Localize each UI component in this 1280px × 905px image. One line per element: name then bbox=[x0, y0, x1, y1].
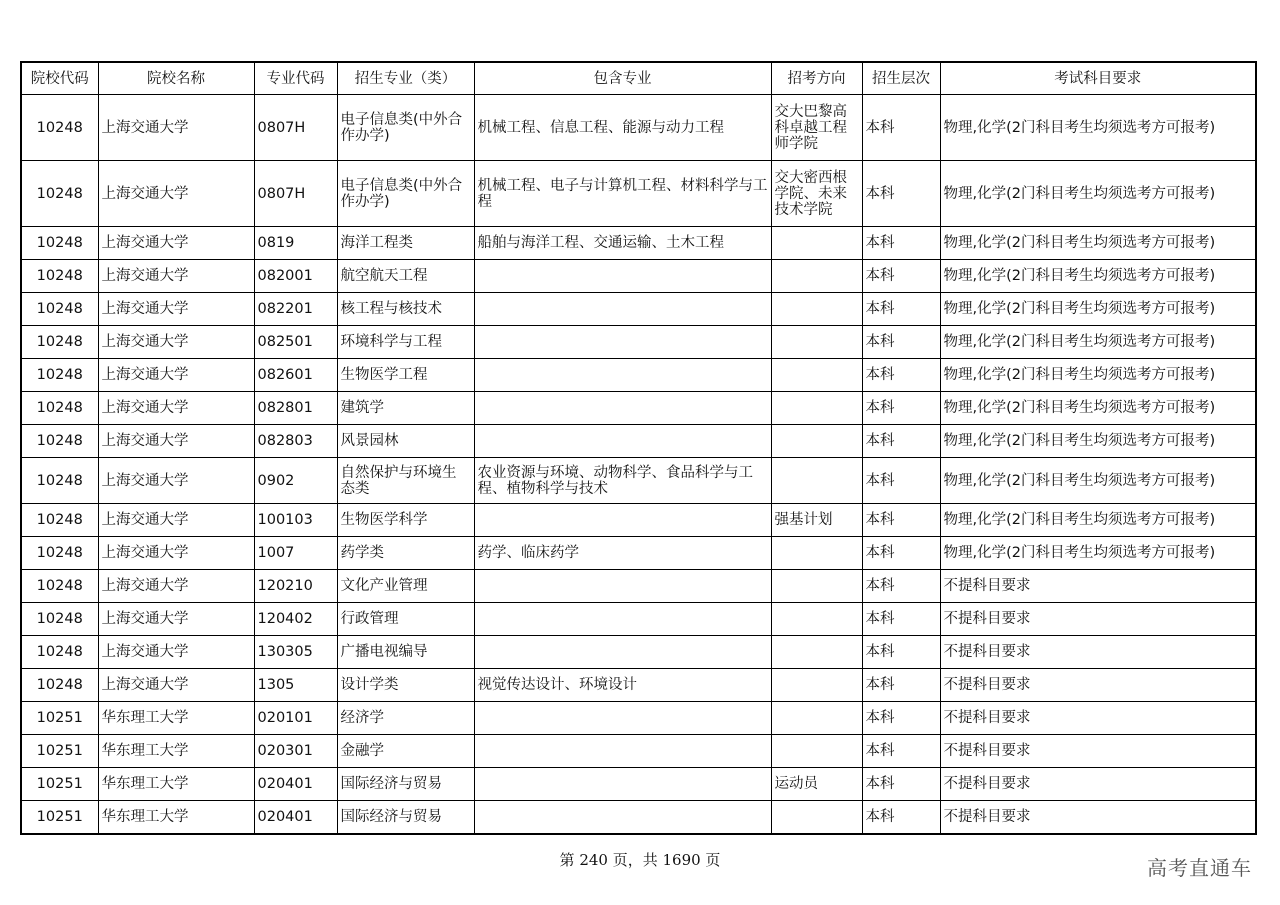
cell-major-code: 082801 bbox=[254, 392, 337, 425]
cell-direction bbox=[771, 326, 862, 359]
cell-direction bbox=[771, 359, 862, 392]
cell-school-code: 10251 bbox=[21, 702, 98, 735]
cell-requirement: 物理,化学(2门科目考生均须选考方可报考) bbox=[940, 227, 1256, 260]
cell-level: 本科 bbox=[862, 392, 940, 425]
cell-major: 航空航天工程 bbox=[337, 260, 474, 293]
cell-major: 经济学 bbox=[337, 702, 474, 735]
cell-school-name: 华东理工大学 bbox=[98, 768, 254, 801]
cell-school-code: 10248 bbox=[21, 392, 98, 425]
cell-school-code: 10248 bbox=[21, 458, 98, 504]
cell-requirement: 物理,化学(2门科目考生均须选考方可报考) bbox=[940, 425, 1256, 458]
cell-school-name: 上海交通大学 bbox=[98, 359, 254, 392]
cell-requirement: 不提科目要求 bbox=[940, 768, 1256, 801]
cell-includes bbox=[474, 603, 771, 636]
table-row bbox=[21, 359, 1256, 392]
cell-school-code: 10251 bbox=[21, 801, 98, 835]
cell-level: 本科 bbox=[862, 570, 940, 603]
cell-major: 金融学 bbox=[337, 735, 474, 768]
cell-major-code: 100103 bbox=[254, 504, 337, 537]
cell-major-code: 082201 bbox=[254, 293, 337, 326]
cell-major: 风景园林 bbox=[337, 425, 474, 458]
cell-school-name: 华东理工大学 bbox=[98, 702, 254, 735]
page-number: 第 240 页，共 1690 页 bbox=[559, 851, 721, 869]
cell-school-name: 上海交通大学 bbox=[98, 669, 254, 702]
cell-requirement: 物理,化学(2门科目考生均须选考方可报考) bbox=[940, 458, 1256, 504]
cell-major: 药学类 bbox=[337, 537, 474, 570]
cell-includes bbox=[474, 636, 771, 669]
cell-major: 建筑学 bbox=[337, 392, 474, 425]
cell-includes: 机械工程、信息工程、能源与动力工程 bbox=[474, 95, 771, 161]
header-school-code: 院校代码 bbox=[21, 62, 98, 95]
cell-level: 本科 bbox=[862, 603, 940, 636]
cell-direction bbox=[771, 801, 862, 835]
table-header-row bbox=[21, 62, 1256, 95]
cell-major: 海洋工程类 bbox=[337, 227, 474, 260]
cell-requirement: 物理,化学(2门科目考生均须选考方可报考) bbox=[940, 359, 1256, 392]
cell-school-name: 上海交通大学 bbox=[98, 260, 254, 293]
cell-requirement: 不提科目要求 bbox=[940, 570, 1256, 603]
cell-level: 本科 bbox=[862, 669, 940, 702]
cell-includes bbox=[474, 504, 771, 537]
cell-includes: 农业资源与环境、动物科学、食品科学与工程、植物科学与技术 bbox=[474, 458, 771, 504]
cell-major-code: 0819 bbox=[254, 227, 337, 260]
cell-requirement: 不提科目要求 bbox=[940, 636, 1256, 669]
cell-level: 本科 bbox=[862, 260, 940, 293]
cell-school-name: 上海交通大学 bbox=[98, 603, 254, 636]
cell-school-name: 上海交通大学 bbox=[98, 504, 254, 537]
cell-school-name: 上海交通大学 bbox=[98, 293, 254, 326]
cell-level: 本科 bbox=[862, 735, 940, 768]
cell-level: 本科 bbox=[862, 359, 940, 392]
cell-major-code: 082601 bbox=[254, 359, 337, 392]
cell-includes: 药学、临床药学 bbox=[474, 537, 771, 570]
table-row bbox=[21, 537, 1256, 570]
cell-school-code: 10248 bbox=[21, 603, 98, 636]
cell-requirement: 不提科目要求 bbox=[940, 801, 1256, 835]
cell-requirement: 物理,化学(2门科目考生均须选考方可报考) bbox=[940, 504, 1256, 537]
table-row bbox=[21, 735, 1256, 768]
cell-level: 本科 bbox=[862, 95, 940, 161]
header-major-code: 专业代码 bbox=[254, 62, 337, 95]
cell-school-code: 10248 bbox=[21, 537, 98, 570]
cell-requirement: 不提科目要求 bbox=[940, 603, 1256, 636]
cell-major-code: 1305 bbox=[254, 669, 337, 702]
cell-direction: 强基计划 bbox=[771, 504, 862, 537]
cell-direction bbox=[771, 392, 862, 425]
cell-major-code: 082803 bbox=[254, 425, 337, 458]
watermark: 高考直通车 bbox=[1147, 856, 1252, 880]
cell-school-name: 上海交通大学 bbox=[98, 537, 254, 570]
cell-major-code: 0807H bbox=[254, 95, 337, 161]
header-includes: 包含专业 bbox=[474, 62, 771, 95]
cell-requirement: 物理,化学(2门科目考生均须选考方可报考) bbox=[940, 326, 1256, 359]
table-row bbox=[21, 95, 1256, 161]
cell-school-code: 10251 bbox=[21, 768, 98, 801]
cell-direction: 交大巴黎高科卓越工程师学院 bbox=[771, 95, 862, 161]
cell-direction bbox=[771, 227, 862, 260]
cell-school-name: 上海交通大学 bbox=[98, 458, 254, 504]
cell-requirement: 物理,化学(2门科目考生均须选考方可报考) bbox=[940, 293, 1256, 326]
cell-school-code: 10248 bbox=[21, 161, 98, 227]
cell-direction bbox=[771, 293, 862, 326]
cell-direction: 运动员 bbox=[771, 768, 862, 801]
cell-direction: 交大密西根学院、未来技术学院 bbox=[771, 161, 862, 227]
cell-major: 电子信息类(中外合作办学) bbox=[337, 95, 474, 161]
admissions-table bbox=[20, 61, 1257, 835]
cell-includes bbox=[474, 735, 771, 768]
cell-includes: 船舶与海洋工程、交通运输、土木工程 bbox=[474, 227, 771, 260]
cell-major-code: 082501 bbox=[254, 326, 337, 359]
table-row bbox=[21, 636, 1256, 669]
cell-includes bbox=[474, 702, 771, 735]
table-row bbox=[21, 768, 1256, 801]
cell-school-name: 上海交通大学 bbox=[98, 161, 254, 227]
cell-includes: 视觉传达设计、环境设计 bbox=[474, 669, 771, 702]
cell-major: 文化产业管理 bbox=[337, 570, 474, 603]
header-direction: 招考方向 bbox=[771, 62, 862, 95]
header-major: 招生专业（类） bbox=[337, 62, 474, 95]
cell-school-name: 上海交通大学 bbox=[98, 227, 254, 260]
cell-school-name: 上海交通大学 bbox=[98, 570, 254, 603]
cell-school-name: 上海交通大学 bbox=[98, 425, 254, 458]
cell-major: 国际经济与贸易 bbox=[337, 801, 474, 835]
cell-direction bbox=[771, 669, 862, 702]
cell-major-code: 0807H bbox=[254, 161, 337, 227]
cell-school-code: 10251 bbox=[21, 735, 98, 768]
cell-requirement: 不提科目要求 bbox=[940, 735, 1256, 768]
cell-school-code: 10248 bbox=[21, 570, 98, 603]
cell-major: 生物医学工程 bbox=[337, 359, 474, 392]
cell-direction bbox=[771, 735, 862, 768]
cell-level: 本科 bbox=[862, 161, 940, 227]
cell-major: 自然保护与环境生态类 bbox=[337, 458, 474, 504]
cell-includes bbox=[474, 293, 771, 326]
cell-school-name: 上海交通大学 bbox=[98, 636, 254, 669]
cell-level: 本科 bbox=[862, 702, 940, 735]
cell-school-code: 10248 bbox=[21, 669, 98, 702]
header-school-name: 院校名称 bbox=[98, 62, 254, 95]
table-row bbox=[21, 161, 1256, 227]
cell-direction bbox=[771, 260, 862, 293]
cell-major-code: 0902 bbox=[254, 458, 337, 504]
table-row bbox=[21, 227, 1256, 260]
cell-major-code: 120210 bbox=[254, 570, 337, 603]
cell-school-code: 10248 bbox=[21, 326, 98, 359]
cell-includes bbox=[474, 801, 771, 835]
cell-direction bbox=[771, 702, 862, 735]
cell-direction bbox=[771, 537, 862, 570]
cell-requirement: 不提科目要求 bbox=[940, 669, 1256, 702]
cell-requirement: 物理,化学(2门科目考生均须选考方可报考) bbox=[940, 161, 1256, 227]
cell-includes bbox=[474, 392, 771, 425]
cell-school-code: 10248 bbox=[21, 227, 98, 260]
cell-school-name: 华东理工大学 bbox=[98, 801, 254, 835]
cell-direction bbox=[771, 570, 862, 603]
cell-level: 本科 bbox=[862, 458, 940, 504]
cell-major-code: 120402 bbox=[254, 603, 337, 636]
cell-major: 国际经济与贸易 bbox=[337, 768, 474, 801]
cell-direction bbox=[771, 458, 862, 504]
cell-includes: 机械工程、电子与计算机工程、材料科学与工程 bbox=[474, 161, 771, 227]
cell-requirement: 物理,化学(2门科目考生均须选考方可报考) bbox=[940, 260, 1256, 293]
cell-school-code: 10248 bbox=[21, 293, 98, 326]
cell-school-name: 上海交通大学 bbox=[98, 95, 254, 161]
cell-major: 行政管理 bbox=[337, 603, 474, 636]
cell-level: 本科 bbox=[862, 326, 940, 359]
cell-level: 本科 bbox=[862, 227, 940, 260]
cell-school-name: 上海交通大学 bbox=[98, 326, 254, 359]
cell-major: 电子信息类(中外合作办学) bbox=[337, 161, 474, 227]
cell-includes bbox=[474, 425, 771, 458]
cell-level: 本科 bbox=[862, 537, 940, 570]
cell-major-code: 082001 bbox=[254, 260, 337, 293]
cell-major: 设计学类 bbox=[337, 669, 474, 702]
cell-includes bbox=[474, 326, 771, 359]
cell-direction bbox=[771, 425, 862, 458]
cell-school-code: 10248 bbox=[21, 95, 98, 161]
cell-includes bbox=[474, 359, 771, 392]
cell-level: 本科 bbox=[862, 636, 940, 669]
cell-level: 本科 bbox=[862, 425, 940, 458]
table-row bbox=[21, 293, 1256, 326]
header-requirement: 考试科目要求 bbox=[940, 62, 1256, 95]
cell-school-code: 10248 bbox=[21, 359, 98, 392]
cell-major-code: 020101 bbox=[254, 702, 337, 735]
table-body bbox=[21, 95, 1256, 835]
cell-school-name: 上海交通大学 bbox=[98, 392, 254, 425]
cell-school-code: 10248 bbox=[21, 636, 98, 669]
cell-level: 本科 bbox=[862, 801, 940, 835]
cell-requirement: 不提科目要求 bbox=[940, 702, 1256, 735]
cell-school-code: 10248 bbox=[21, 260, 98, 293]
cell-school-code: 10248 bbox=[21, 425, 98, 458]
table-row bbox=[21, 702, 1256, 735]
table-row bbox=[21, 425, 1256, 458]
admissions-table-container bbox=[20, 61, 1257, 835]
cell-requirement: 物理,化学(2门科目考生均须选考方可报考) bbox=[940, 95, 1256, 161]
table-row bbox=[21, 504, 1256, 537]
cell-major: 生物医学科学 bbox=[337, 504, 474, 537]
table-row bbox=[21, 260, 1256, 293]
table-row bbox=[21, 458, 1256, 504]
cell-major-code: 130305 bbox=[254, 636, 337, 669]
cell-major-code: 020401 bbox=[254, 801, 337, 835]
cell-level: 本科 bbox=[862, 768, 940, 801]
cell-major: 环境科学与工程 bbox=[337, 326, 474, 359]
table-row bbox=[21, 669, 1256, 702]
cell-major: 核工程与核技术 bbox=[337, 293, 474, 326]
cell-direction bbox=[771, 603, 862, 636]
table-row bbox=[21, 392, 1256, 425]
cell-level: 本科 bbox=[862, 504, 940, 537]
table-row bbox=[21, 801, 1256, 835]
cell-major-code: 020401 bbox=[254, 768, 337, 801]
cell-requirement: 物理,化学(2门科目考生均须选考方可报考) bbox=[940, 537, 1256, 570]
cell-includes bbox=[474, 768, 771, 801]
table-row bbox=[21, 603, 1256, 636]
header-level: 招生层次 bbox=[862, 62, 940, 95]
cell-major-code: 1007 bbox=[254, 537, 337, 570]
cell-includes bbox=[474, 570, 771, 603]
table-row bbox=[21, 570, 1256, 603]
cell-school-code: 10248 bbox=[21, 504, 98, 537]
cell-school-name: 华东理工大学 bbox=[98, 735, 254, 768]
cell-major-code: 020301 bbox=[254, 735, 337, 768]
cell-level: 本科 bbox=[862, 293, 940, 326]
table-row bbox=[21, 326, 1256, 359]
cell-includes bbox=[474, 260, 771, 293]
cell-major: 广播电视编导 bbox=[337, 636, 474, 669]
cell-requirement: 物理,化学(2门科目考生均须选考方可报考) bbox=[940, 392, 1256, 425]
cell-direction bbox=[771, 636, 862, 669]
